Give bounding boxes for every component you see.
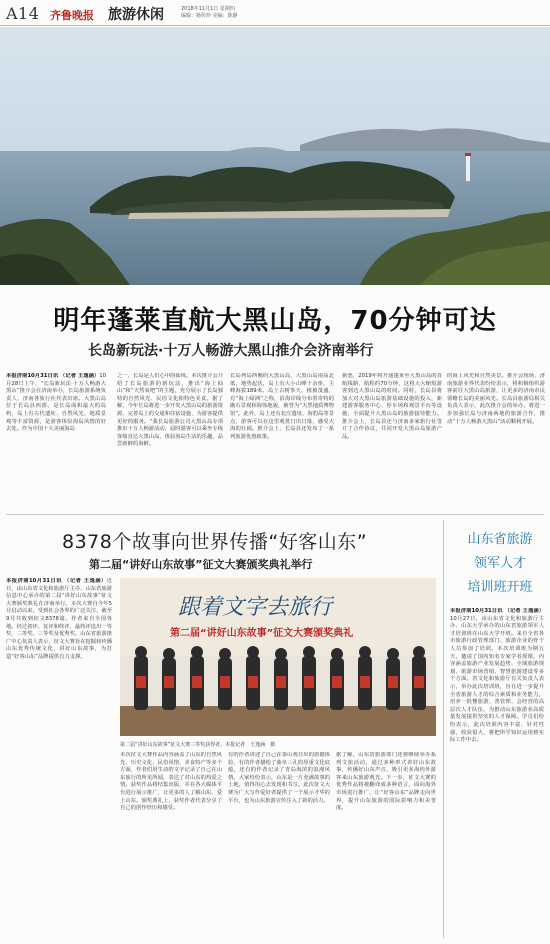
article1-column-1 <box>6 373 106 509</box>
article2-column-3 <box>228 752 330 938</box>
lead-photo-caption: 大黑山岛风景宜人。 <box>6 278 52 284</box>
issue-date: 2018年11月1日 星期四 <box>181 6 235 12</box>
sidebar-divider <box>443 520 444 938</box>
article2-column-2 <box>120 752 222 938</box>
article1-column-3-text: 长岛列岛西侧的大黑山岛，大黑山岛南高北低，地势起伏，岛上有大小山峰十余座，主峰海拔189米。岛上古树参天，植被茂盛，有“海上绿洲”之称，沿海岸线分布着奇特的礁石景观和海蚀地貌，被誉为“天然地质博物馆”。此外，岛上还有北庄遗址、海豹岛等景点，游客可以在这里观赏日出日落，感受大海的壮阔。推介会上，长岛县还发布了一系列旅游优惠政策。 <box>230 373 334 440</box>
award-photo-caption: 第二届“讲好山东故事”征文大赛三等奖获得者。本报记者 王逸涵 摄 <box>120 742 276 748</box>
sidebar-text: 10月27日，由山东省文化和旅游厅主办、山东大学承办的山东省旅游领军人才培训班在山东大学开班。来自全省各市旅游行政管理部门、旅游企业的骨干人员参加了培训。本次培训班为期五天，邀请了国内知名专家学者授课，内容涵盖旅游产业发展趋势、全域旅游规划、旅游市场营销、智慧旅游建设等多个方面。省文化和旅游厅有关负责人表示，举办此次培训班，旨在进一步提升全省旅游人才的综合素质和业务能力，培养一批懂旅游、善管理、会经营的高层次人才队伍，为推动山东旅游业高质量发展提供坚实的人才保障。学员们纷纷表示，此次培训内容丰富、针对性强，收获很大，将把所学知识运用到实际工作中去。 <box>450 615 544 744</box>
article1-column-2-text: 之一，长岛是人们心中的仙境。本次推介会介绍了长岛旅游的新玩法，推出“海上仙山”和“天然氧吧”的主题，充分展示了长岛独特的自然风光、民俗文化和特色美食。据了解，今年长岛将进一步开发大黑山岛的旅游资源，完善岛上的交通和住宿设施，为游客提供更好的服务。“我长岛旅游公司大黑山岛专项推出十万人畅游活动，届时游客可以乘坐专线客船直达大黑山岛，体验海岛生活的乐趣，品尝新鲜的海鲜。 <box>117 373 223 448</box>
banner-subtitle: 第二届“讲好山东故事”征文大赛颁奖典礼 <box>170 628 354 639</box>
article1-column-5 <box>447 373 545 509</box>
sidebar-title-line-1: 山东省旅游 <box>467 532 533 547</box>
article1-column-4-text: 据悉，2019年将开通蓬莱至大黑山岛的直航线路，航程约70分钟，这将大大缩短游客到达大黑山岛的时间。同时，长岛县将加大对大黑山岛旅游基础设施的投入，新建游客服务中心、停车场和观景平台等设施，全面提升大黑山岛的旅游接待能力。推介会上，长岛县还与济南多家旅行社签订了合作协议，共同开发大黑山岛旅游产品。 <box>342 373 442 440</box>
article2-dateline: 本报济南10月31日讯 （记者 王逸涵） <box>6 578 107 584</box>
award-ceremony-photo <box>120 578 436 736</box>
article1-subheadline: 长岛新玩法·十万人畅游大黑山推介会济南举行 <box>88 343 374 359</box>
article1-column-4 <box>342 373 442 509</box>
banner-title: 跟着文字去旅行 <box>178 595 333 620</box>
article2-column-3-text: 有的作者讲述了自己在泰山观日出的震撼体验，有的作者描绘了曲阜三孔的厚重文化底蕴，还有的作者记录了青岛海滨的浪漫风情。大家纷纷表示，山东是一片充满故事的土地，值得用心去发现和书写。此次征文大赛为广大写作爱好者提供了一个展示才华的平台，也为山东旅游宣传注入了新的活力。 <box>228 752 330 804</box>
article2-column-4-text: 据了解，山东省旅游部门还将继续举办系列文旅活动，通过多种形式讲好山东故事，传播好山东声音，吸引更多海内外游客来山东旅游观光。下一步，征文大赛的优秀作品将被翻译成多种语言，面向海外市场进行推广，让“好客山东”品牌走向世界，提升山东旅游的国际影响力和美誉度。 <box>336 752 436 812</box>
page-number: A14 <box>6 4 40 23</box>
sidebar-title-line-2: 领军人才 <box>473 556 526 571</box>
section-divider <box>6 514 544 515</box>
article1-column-2 <box>117 373 223 509</box>
header-info <box>181 6 238 20</box>
lead-photo <box>0 27 550 285</box>
article2-column-1-text: 近日，由山东省文化和旅游厅主办、山东省旅游信息中心承办的第二届“讲好山东故事”征文大赛颁奖典礼在济南举行。本次大赛自今年5月启动以来，受到社会各界的广泛关注，截至9月共收到征文8378篇，作者来自全国各地。经过初评、复评和终评，最终评选出一等奖、二等奖、三等奖及优秀奖。山东省旅游推广中心负责人表示，征文大赛旨在挖掘和传播山东优秀传统文化，讲好山东故事，为打造“好客山东”品牌提供有力支撑。 <box>6 578 112 660</box>
article2-column-1 <box>6 578 112 938</box>
section-title: 旅游休闲 <box>108 7 164 23</box>
sidebar-article <box>450 608 544 938</box>
article1-column-1-text: 10月28日上午，“长岛新玩法·十万人畅游大黑山”推介会在济南举办，长岛旅游系统负责人、济南各旅行社代表出席。大黑山岛位于长岛县西部，是长岛面积最大的岛屿，岛上有古代遗址、自然风光、地质景观等丰富资源，是游客体验海岛风情的好去处。作为中国十大美丽海岛 <box>6 373 106 433</box>
article1-column-3 <box>230 373 334 509</box>
article2-column-4 <box>336 752 436 938</box>
sidebar-title <box>450 528 550 600</box>
editors-credit: 编辑：杨传珍 美编：陈静 <box>181 13 238 19</box>
article1-column-5-text: 的海上风光和自然美景。推介会现场，济南旅游业界代表纷纷表示，将积极组织游客前往大黑山岛旅游，让更多的济南市民领略长岛的美丽风光。长岛县旅游局相关负责人表示，此次推介会的举办，将进一步加强长岛与济南两地的旅游合作，推动“十万人畅游大黑山”活动顺利开展。 <box>447 373 545 425</box>
sidebar-title-line-3: 培训班开班 <box>467 580 533 595</box>
article1-dateline: 本报济南10月31日讯 （记者 王逸涵） <box>6 373 100 379</box>
article2-column-2-text: 本次征文大赛作品内容涵盖了山东的自然风光、历史文化、民俗风情、美食特产等多个方面，作者们用生动的文字记录了自己在山东旅行的所见所闻，表达了对山东的热爱之情。获奖作品将结集出版，并在各大媒体平台进行展示推广，让更多的人了解山东、爱上山东。颁奖典礼上，获奖作者代表分享了自己的创作经历和感受。 <box>120 752 222 812</box>
newspaper-logo: 齐鲁晚报 <box>50 9 94 22</box>
article2-subheadline: 第二届“讲好山东故事”征文大赛颁奖典礼举行 <box>89 558 313 571</box>
article2-headline: 8378个故事向世界传播“好客山东” <box>62 531 368 553</box>
page-header <box>0 0 550 26</box>
article1-headline: 明年蓬莱直航大黑山岛，70分钟可达 <box>53 306 497 336</box>
sidebar-dateline: 本报济南10月31日讯 （记者 王逸涵） <box>450 608 544 614</box>
